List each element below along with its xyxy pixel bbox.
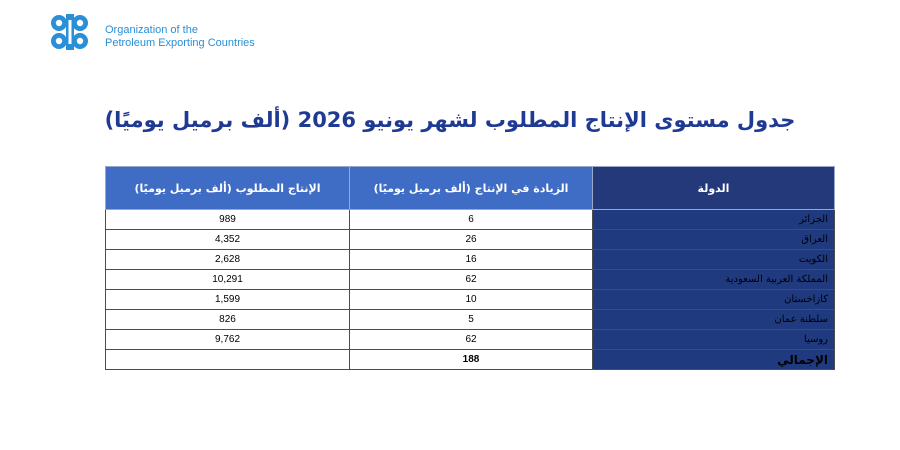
header-required: الإنتاج المطلوب (ألف برميل يوميًا) (106, 167, 350, 210)
total-row (106, 350, 835, 370)
country-cell: العراق (593, 230, 835, 250)
table-header-row (106, 167, 835, 210)
total-increase: 188 (350, 350, 593, 370)
increase-cell: 6 (350, 210, 593, 230)
required-cell: 826 (106, 310, 350, 330)
increase-cell: 5 (350, 310, 593, 330)
increase-cell: 26 (350, 230, 593, 250)
org-name-line1: Organization of the (105, 24, 198, 36)
required-cell: 10,291 (106, 270, 350, 290)
increase-cell: 16 (350, 250, 593, 270)
required-cell: 1,599 (106, 290, 350, 310)
opec-logo-icon (49, 14, 91, 50)
required-cell: 989 (106, 210, 350, 230)
empty-cell (106, 350, 350, 370)
organization-name (105, 24, 255, 50)
header-country: الدولة (593, 167, 835, 210)
country-cell: الكويت (593, 250, 835, 270)
org-name-line2: Petroleum Exporting Countries (105, 37, 255, 49)
country-cell: روسيا (593, 330, 835, 350)
country-cell: الجزائر (593, 210, 835, 230)
country-cell: كازاخستان (593, 290, 835, 310)
table-row (106, 330, 835, 350)
increase-cell: 62 (350, 330, 593, 350)
increase-cell: 62 (350, 270, 593, 290)
production-table (105, 166, 835, 370)
table-row (106, 310, 835, 330)
increase-cell: 10 (350, 290, 593, 310)
required-cell: 2,628 (106, 250, 350, 270)
table-row (106, 230, 835, 250)
header-increase: الزيادة في الإنتاج (ألف برميل يوميًا) (350, 167, 593, 210)
total-label: الإجمالي (593, 350, 835, 370)
table-row (106, 290, 835, 310)
table-row (106, 250, 835, 270)
country-cell: سلطنة عمان (593, 310, 835, 330)
page-title: جدول مستوى الإنتاج المطلوب لشهر يونيو 2026 (ألف برميل يوميًا) (104, 108, 796, 132)
required-cell: 4,352 (106, 230, 350, 250)
table-row (106, 210, 835, 230)
required-cell: 9,762 (106, 330, 350, 350)
country-cell: المملكة العربية السعودية (593, 270, 835, 290)
table-row (106, 270, 835, 290)
